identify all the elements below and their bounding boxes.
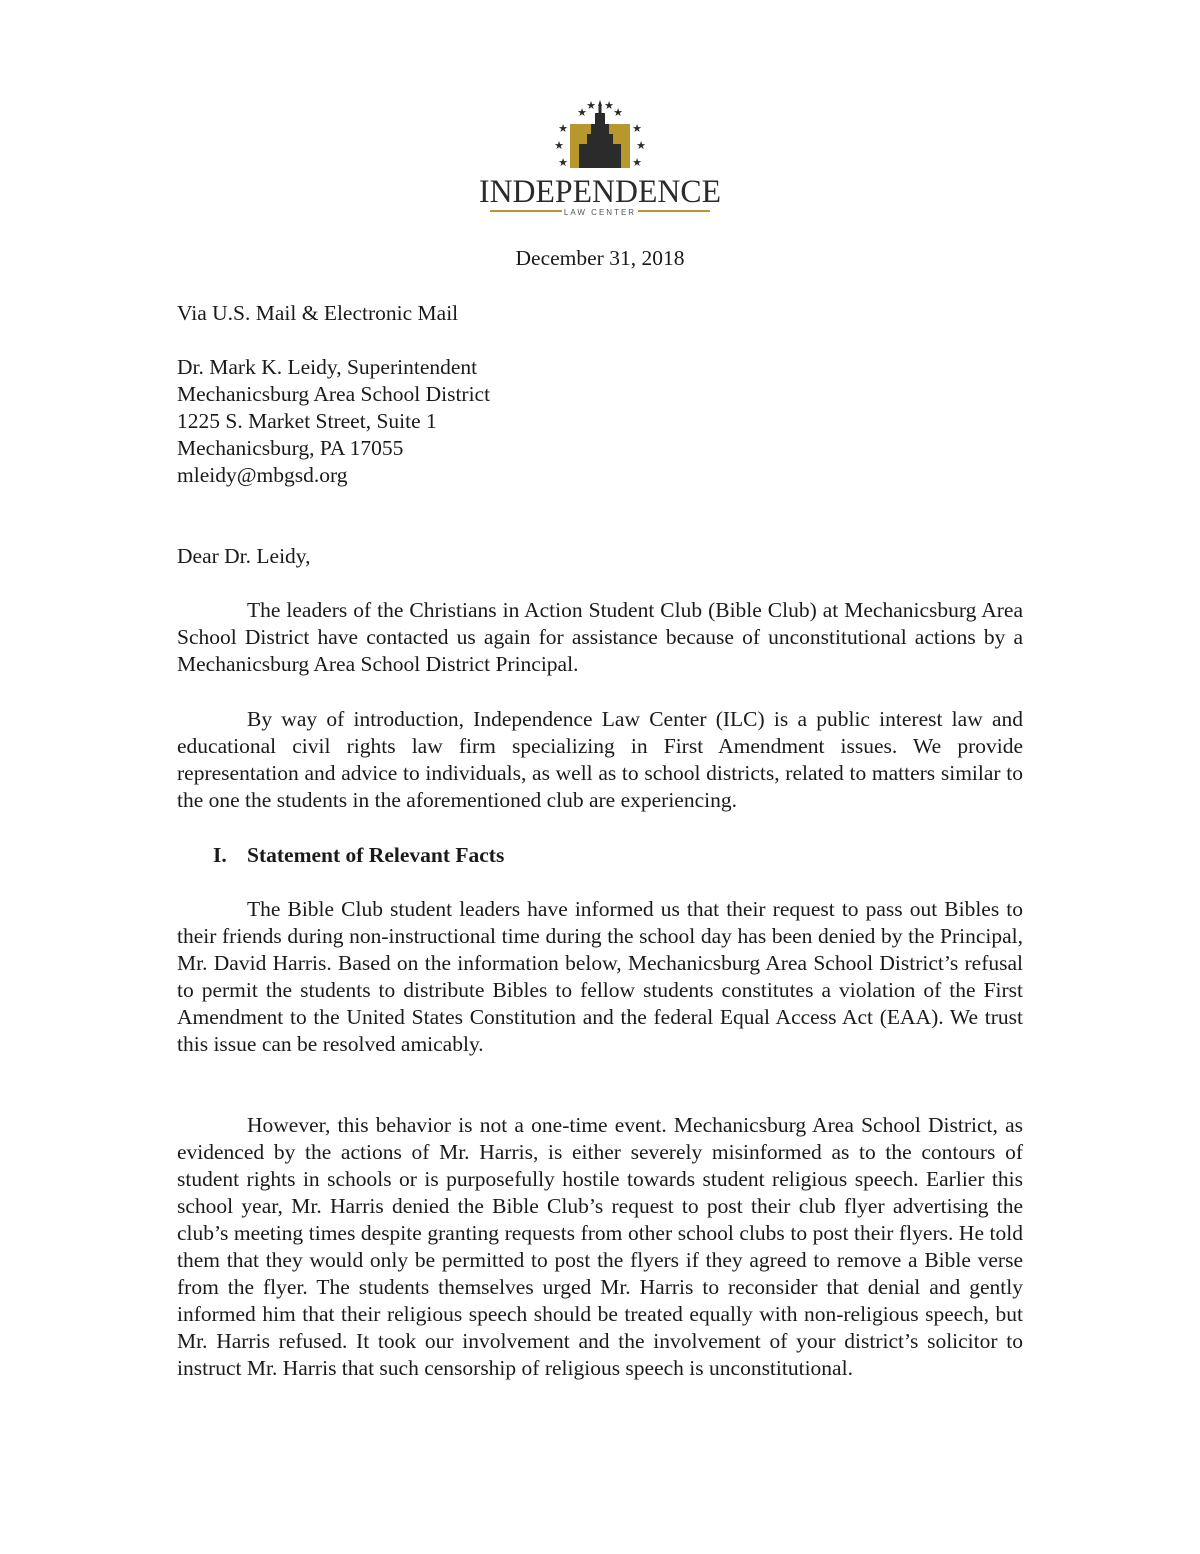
logo-graphic (470, 98, 730, 223)
svg-text:★: ★ (558, 122, 568, 135)
independence-law-center-logo (470, 98, 730, 223)
svg-text:★: ★ (636, 139, 646, 152)
recipient-name: Dr. Mark K. Leidy, Superintendent (177, 355, 478, 379)
letter-date: December 31, 2018 (515, 246, 685, 270)
logo-wordmark: INDEPENDENCE (479, 174, 721, 210)
svg-text:★: ★ (604, 99, 614, 112)
recipient-email: mleidy@mbgsd.org (177, 463, 348, 487)
svg-text:★: ★ (577, 106, 587, 119)
recipient-org: Mechanicsburg Area School District (177, 382, 491, 406)
recipient-city: Mechanicsburg, PA 17055 (177, 436, 404, 460)
logo-subtitle: LAW CENTER (563, 208, 637, 217)
svg-text:★: ★ (558, 156, 568, 169)
section-title: Statement of Relevant Facts (247, 843, 505, 867)
body-paragraph: The leaders of the Christians in Action Student Club (Bible Club) at Mechanicsburg Area School District have contacted us again for assistance because of unconstitutional actions by a Mechanicsburg Area School District Principal. (177, 598, 1023, 676)
body-paragraph: The Bible Club student leaders have informed us that their request to pass out Bibles to their friends during non-instructional time during the school day has been denied by the Principal, Mr. David Harris. Based on the information below, Mechanicsburg Area School District’s refusal to permit the students to distribute Bibles to fellow students constitutes a violation of the First Amendment to the United States Constitution and the federal Equal Access Act (EAA). We trust this issue can be resolved amicably. (177, 897, 1023, 1056)
delivery-method: Via U.S. Mail & Electronic Mail (177, 301, 459, 325)
salutation: Dear Dr. Leidy, (177, 544, 311, 568)
section-heading (213, 842, 504, 869)
svg-text:★: ★ (613, 106, 623, 119)
svg-text:★: ★ (632, 122, 642, 135)
svg-text:★: ★ (554, 139, 564, 152)
section-number: I. (213, 843, 227, 867)
recipient-address (177, 354, 1023, 489)
svg-text:★: ★ (632, 156, 642, 169)
body-paragraph: By way of introduction, Independence Law Center (ILC) is a public interest law and educational civil rights law firm specializing in First Amendment issues. We provide representation and advice to individuals, as well as to school districts, related to matters similar to the one the students in the aforementioned club are experiencing. (177, 707, 1023, 812)
body-paragraph: However, this behavior is not a one-time event. Mechanicsburg Area School District, as evidenced by the actions of Mr. Harris, is either severely misinformed as to the contours of student rights in schools or is purposefully hostile towards student religious speech. Earlier this school year, Mr. Harris denied the Bible Club’s request to post their club flyer advertising the club’s meeting times despite granting requests from other school clubs to post their flyers. He told them that they would only be permitted to post the flyers if they agreed to remove a Bible verse from the flyer. The students themselves urged Mr. Harris to reconsider that denial and gently informed him that their religious speech should be treated equally with non-religious speech, but Mr. Harris refused. It took our involvement and the involvement of your district’s solicitor to instruct Mr. Harris that such censorship of religious speech is unconstitutional. (177, 1113, 1023, 1380)
svg-text:★: ★ (586, 99, 596, 112)
recipient-street: 1225 S. Market Street, Suite 1 (177, 409, 437, 433)
